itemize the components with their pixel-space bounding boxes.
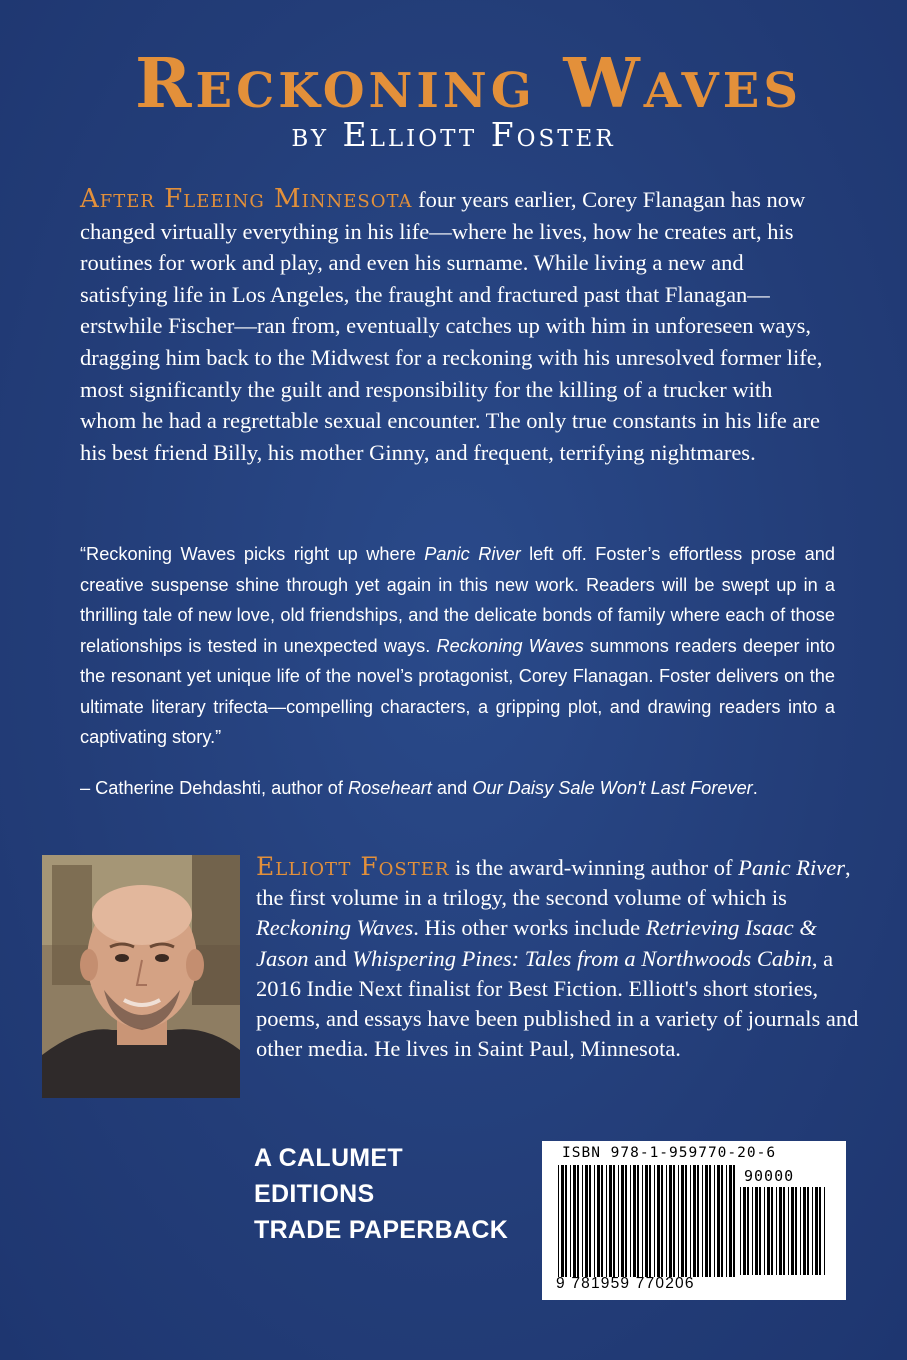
barcode-bar	[673, 1165, 675, 1277]
barcode-bar	[779, 1187, 782, 1275]
price-code: 90000	[744, 1167, 795, 1185]
barcode-bar	[570, 1165, 571, 1277]
barcode-bar	[613, 1165, 615, 1277]
barcode-bar	[661, 1165, 663, 1277]
attribution-book-2: Our Daisy Sale Won't Last Forever	[472, 778, 753, 798]
barcode-bar	[625, 1165, 627, 1277]
barcode-bar	[642, 1165, 643, 1277]
barcode-bar	[819, 1187, 821, 1275]
barcode-bar	[666, 1165, 667, 1277]
barcode-bar	[589, 1165, 591, 1277]
barcode-bar	[618, 1165, 619, 1277]
bio-text-3: . His other works include	[413, 915, 646, 941]
barcode-bar	[733, 1165, 735, 1277]
barcode-bar	[669, 1165, 672, 1277]
barcode-bar	[585, 1165, 588, 1277]
synopsis	[80, 184, 825, 468]
barcode-bar	[764, 1187, 765, 1275]
isbn-label: ISBN 978-1-959770-20-6	[562, 1145, 777, 1161]
barcode-bar	[755, 1187, 758, 1275]
barcode-bar	[824, 1187, 825, 1275]
barcode-bar	[726, 1165, 727, 1277]
barcode-bar	[767, 1187, 770, 1275]
bio-text-2: , the first volume in a trilogy, the second volume of which is	[256, 855, 851, 911]
barcode-bar	[601, 1165, 603, 1277]
book-title: Reckoning Waves	[134, 44, 803, 124]
barcode-bar	[645, 1165, 648, 1277]
barcode-bar	[678, 1165, 679, 1277]
barcode-bars	[558, 1165, 738, 1277]
barcode-bar	[594, 1165, 595, 1277]
barcode-bar	[776, 1187, 777, 1275]
attribution-book-1: Roseheart	[347, 778, 432, 798]
barcode-bar	[690, 1165, 691, 1277]
barcode-bar	[630, 1165, 631, 1277]
barcode-bar	[633, 1165, 636, 1277]
barcode-bar	[815, 1187, 818, 1275]
barcode-bar	[621, 1165, 624, 1277]
review-text-3: summons readers deeper into the resonant yet unique life of the novel’s protagonist, Corey Flanagan. Foster delivers on the ultimate literary trifecta—compelling characters, a gripping plot, and drawing readers into a captivating story.”	[80, 635, 836, 747]
barcode-bar	[759, 1187, 761, 1275]
bio-title-1: Panic River	[738, 855, 845, 880]
review-book-title-1: Panic River	[424, 544, 521, 564]
review-text-2: left off. Foster’s effortless prose and creative suspense shine through yet again in this new work. Readers will be swept up in a thrilling tale of new love, old friendships, and the delicate bonds of family where each of those relationships is tested in unexpected ways.	[80, 544, 835, 656]
barcode-bar	[697, 1165, 699, 1277]
barcode-bar	[721, 1165, 723, 1277]
barcode-bar	[717, 1165, 720, 1277]
barcode-bar	[657, 1165, 660, 1277]
barcode-bar	[693, 1165, 696, 1277]
bio-title-3: Retrieving Isaac & Jason	[256, 915, 817, 971]
barcode-bar	[654, 1165, 655, 1277]
publisher-line-1: A CALUMET EDITIONS	[254, 1144, 403, 1208]
publisher-line-2: TRADE PAPERBACK	[254, 1216, 509, 1244]
review-text-1: “Reckoning Waves picks right up where	[80, 544, 425, 564]
isbn-barcode	[542, 1141, 846, 1300]
barcode-bar	[702, 1165, 703, 1277]
barcode-bar	[609, 1165, 612, 1277]
barcode-bar	[561, 1165, 564, 1277]
barcode-bar	[637, 1165, 639, 1277]
barcode-bar	[800, 1187, 801, 1275]
barcode-bar	[729, 1165, 732, 1277]
synopsis-lead-in: After Fleeing Minnesota	[80, 184, 413, 214]
synopsis-text: four years earlier, Corey Flanagan has now changed virtually everything in his life—where he lives, how he creates art, his routines for work and play, and even his surname. While living a new and satisfying life in Los Angeles, the fraught and fractured past that Flanagan—erstwhile Fischer—ran from, eventually catches up with him in unforeseen ways, dragging him back to the Midwest for a reckoning with his unresolved former life, most significantly the guilt and responsibility for the killing of a trucker with whom he had a regrettable sexual encounter. The only true constants in his life are his best friend Billy, his mother Ginny, and frequent, terrifying nightmares.	[80, 187, 823, 465]
barcode-digits: 9 781959 770206	[556, 1275, 695, 1292]
barcode-bar	[740, 1187, 741, 1275]
barcode-bar	[577, 1165, 579, 1277]
review-attribution	[80, 773, 840, 803]
barcode-bar	[752, 1187, 753, 1275]
barcode-bar	[783, 1187, 785, 1275]
bio-text-1: is the award-winning author of	[449, 855, 739, 880]
barcode-bar	[743, 1187, 746, 1275]
barcode-bar	[747, 1187, 749, 1275]
barcode-addon-bars	[740, 1187, 830, 1275]
bio-text-4: and	[308, 945, 353, 971]
author-portrait-image	[42, 855, 240, 1098]
bio-title-4: Whispering Pines: Tales from a Northwoods Cabin	[352, 945, 812, 971]
barcode-bar	[705, 1165, 708, 1277]
barcode-bar	[791, 1187, 794, 1275]
barcode-bar	[812, 1187, 813, 1275]
review-book-title-2: Reckoning Waves	[436, 635, 584, 656]
barcode-bar	[714, 1165, 715, 1277]
publisher-imprint	[254, 1140, 514, 1248]
barcode-bar	[582, 1165, 583, 1277]
barcode-bar	[649, 1165, 651, 1277]
barcode-bar	[771, 1187, 773, 1275]
attribution-and: and	[431, 778, 473, 798]
barcode-bar	[597, 1165, 600, 1277]
attribution-end: .	[752, 778, 758, 798]
author-photo	[42, 855, 240, 1098]
bio-text-5: , a 2016 Indie Next finalist for Best Fiction. Elliott's short stories, poems, and essays have been published in a variety of journals and other media. He lives in Saint Paul, Minnesota.	[256, 945, 859, 1062]
barcode-bar	[807, 1187, 809, 1275]
bio-title-2: Reckoning Waves	[256, 915, 414, 941]
barcode-bar	[573, 1165, 576, 1277]
barcode-bar	[606, 1165, 607, 1277]
barcode-bar	[565, 1165, 567, 1277]
barcode-bar	[803, 1187, 806, 1275]
author-bio	[256, 852, 871, 1064]
author-byline: by Elliott Foster	[291, 115, 616, 154]
bio-author-name: Elliott Foster	[256, 852, 450, 881]
barcode-bar	[558, 1165, 559, 1277]
barcode-bar	[709, 1165, 711, 1277]
barcode-bar	[681, 1165, 684, 1277]
review-quote	[80, 539, 835, 753]
attribution-prefix: – Catherine Dehdashti, author of	[80, 778, 348, 798]
barcode-bar	[685, 1165, 687, 1277]
barcode-bar	[795, 1187, 797, 1275]
barcode-bar	[788, 1187, 789, 1275]
